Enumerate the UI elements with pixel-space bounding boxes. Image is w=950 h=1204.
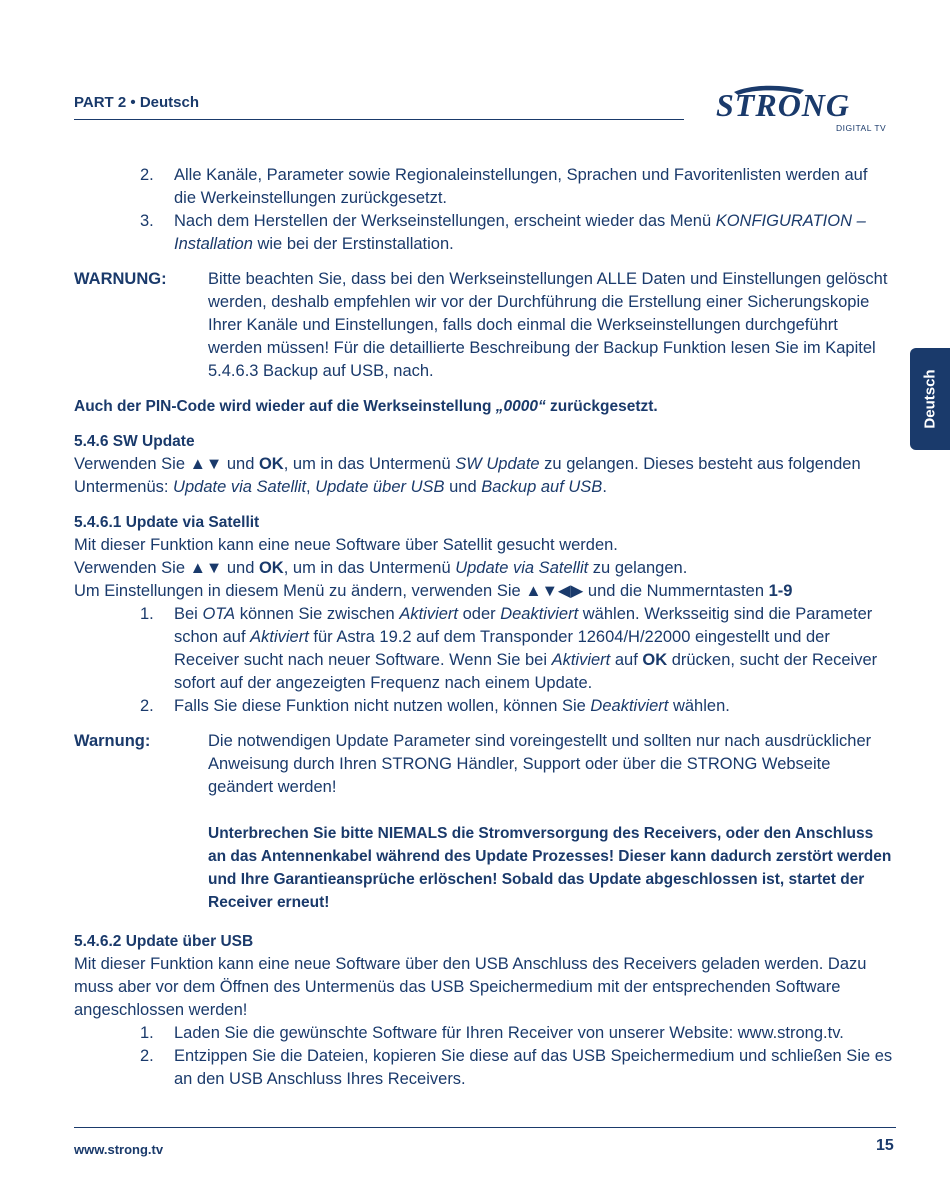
arrow-up-down-icon: ▲▼: [189, 559, 223, 577]
section-heading-update-satellit: 5.4.6.1 Update via Satellit: [74, 514, 260, 531]
sat-paragraph-3: Um Einstellungen in diesem Menü zu ändern, verwenden Sie ▲▼◀▶ und die Nummerntasten 1-9: [74, 582, 793, 600]
pin-note: Auch der PIN-Code wird wieder auf die Werkseinstellung „0000“ zurückgesetzt.: [74, 398, 658, 415]
page-number: 15: [876, 1137, 894, 1154]
header-rule: [74, 119, 684, 120]
list-text: Bei OTA können Sie zwischen Aktiviert oder Deaktiviert wählen. Werksseitig sind die Parameter schon auf Aktiviert für Astra 19.2 auf dem Transponder 12604/H/22000 eingestellt und der Receiver sucht nach neuer Software. Wenn Sie bei Aktiviert auf OK drücken, sucht der Receiver sofort auf der angezeigten Frequenz nach einem Update.: [174, 605, 878, 692]
list-item: [74, 1045, 894, 1091]
footer-rule: [74, 1127, 896, 1128]
list-number: 3.: [140, 212, 154, 230]
list-number: 1.: [140, 605, 154, 623]
list-number: 2.: [140, 166, 154, 184]
usb-paragraph: Mit dieser Funktion kann eine neue Software über den USB Anschluss des Receivers geladen werden. Dazu muss aber vor dem Öffnen des Untermenüs das USB Speichermedium mit der entsprechenden Software angeschlossen werden!: [74, 955, 867, 1019]
arrow-keys-icon: ▲▼◀▶: [525, 582, 584, 600]
side-tab-label: Deutsch: [921, 369, 939, 429]
list-number: 2.: [140, 1047, 154, 1065]
list-text: Alle Kanäle, Parameter sowie Regionaleinstellungen, Sprachen und Favoritenlisten werden auf die Werkeinstellungen zurückgesetzt.: [174, 166, 868, 207]
sw-update-paragraph: Verwenden Sie ▲▼ und OK, um in das Untermenü SW Update zu gelangen. Dieses besteht aus folgenden Untermenüs: Update via Satellit, Update über USB und Backup auf USB.: [74, 455, 861, 496]
warning-bold-text: Unterbrechen Sie bitte NIEMALS die Stromversorgung des Receivers, oder den Anschluss an das Antennenkabel während des Update Prozesses! Dieser kann dadurch zerstört werden und Ihre Garantieansprüche erlöschen! Sobald das Update abgeschlossen ist, startet der Receiver erneut!: [208, 825, 892, 911]
list-item: [74, 603, 894, 695]
sat-paragraph-2: Verwenden Sie ▲▼ und OK, um in das Untermenü Update via Satellit zu gelangen.: [74, 559, 688, 577]
arrow-up-down-icon: ▲▼: [189, 455, 223, 473]
section-heading-sw-update: 5.4.6 SW Update: [74, 433, 195, 450]
list-item: [74, 1022, 894, 1045]
warning-block: [74, 730, 894, 914]
list-text: Entzippen Sie die Dateien, kopieren Sie diese auf das USB Speichermedium und schließen Sie es an den USB Anschluss Ihres Receivers.: [174, 1047, 893, 1088]
warning-label: WARNUNG:: [74, 270, 167, 288]
page-content: [74, 164, 894, 1091]
warning-block: [74, 268, 894, 383]
list-item: [74, 164, 894, 210]
sat-paragraph-1: Mit dieser Funktion kann eine neue Software über Satellit gesucht werden.: [74, 536, 618, 554]
header-part-label: PART 2 • Deutsch: [74, 94, 199, 111]
list-number: 2.: [140, 697, 154, 715]
list-item: [74, 695, 894, 718]
language-side-tab: [910, 348, 950, 450]
logo-wordmark: STRONG: [716, 87, 851, 123]
footer-url: www.strong.tv: [74, 1142, 164, 1157]
list-text: Falls Sie diese Funktion nicht nutzen wollen, können Sie Deaktiviert wählen.: [174, 697, 730, 715]
section-heading-update-usb: 5.4.6.2 Update über USB: [74, 933, 254, 950]
warning-text: Die notwendigen Update Parameter sind voreingestellt und sollten nur nach ausdrücklicher Anweisung durch Ihren STRONG Händler, Support oder über die STRONG Webseite geändert werden!: [208, 732, 872, 796]
warning-text: Bitte beachten Sie, dass bei den Werkseinstellungen ALLE Daten und Einstellungen gelöscht werden, deshalb empfehlen wir vor der Durchführung die Erstellung einer Sicherungskopie Ihrer Kanäle und Einstellungen, falls doch einmal die Werkseinstellungen durchgeführt werden müssen! Für die detaillierte Beschreibung der Backup Funktion lesen Sie im Kapitel 5.4.6.3 Backup auf USB, nach.: [208, 270, 888, 380]
list-text: Nach dem Herstellen der Werkseinstellungen, erscheint wieder das Menü KONFIGURATION – Installation wie bei der Erstinstallation.: [174, 212, 866, 253]
list-text: Laden Sie die gewünschte Software für Ihren Receiver von unserer Website: www.strong.tv.: [174, 1024, 844, 1042]
logo-subtitle: DIGITAL TV: [836, 123, 887, 133]
list-number: 1.: [140, 1024, 154, 1042]
list-item: [74, 210, 894, 256]
warning-label: Warnung:: [74, 732, 151, 750]
